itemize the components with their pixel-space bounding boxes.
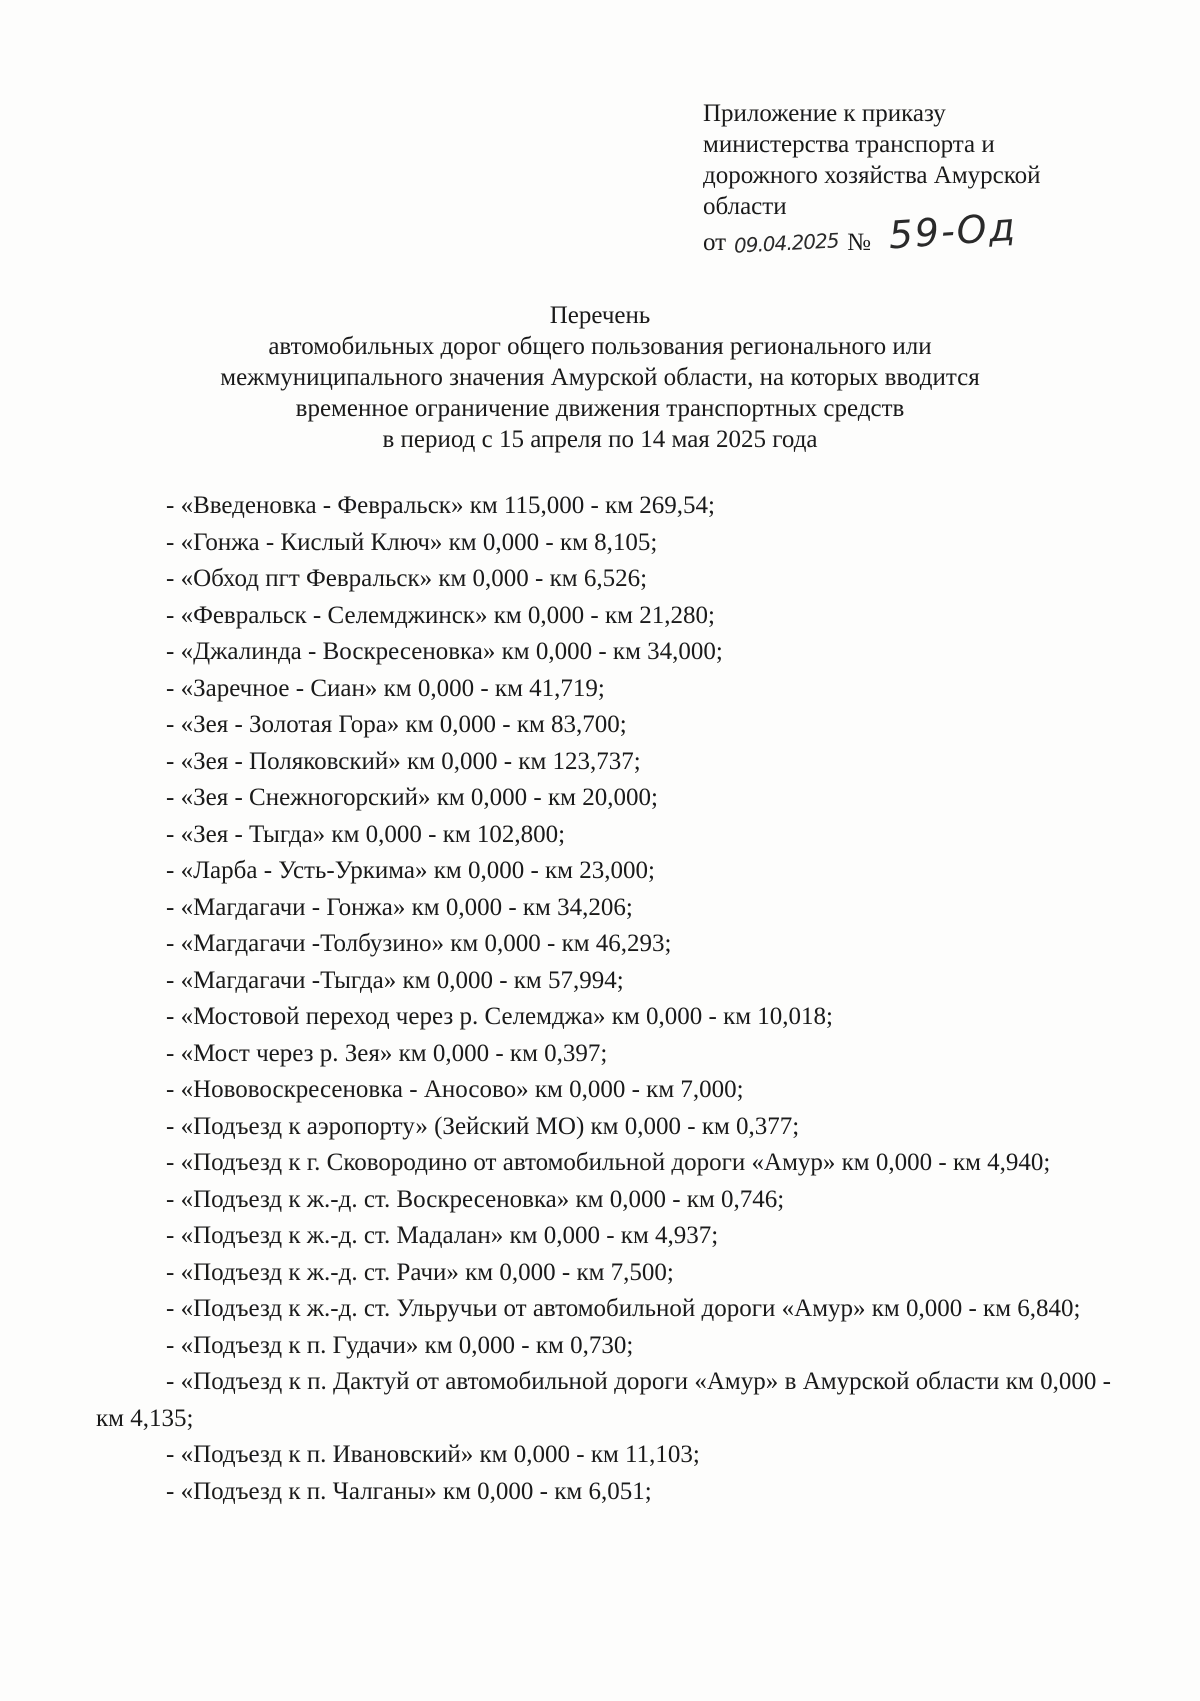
appendix-line: дорожного хозяйства Амурской (703, 162, 1041, 189)
road-list-item: - «Подъезд к ж.-д. ст. Мадалан» км 0,000 - км 4,937; (166, 1222, 719, 1249)
road-list-item: - «Зея - Снежногорский» км 0,000 - км 20,000; (166, 784, 658, 811)
date-prefix: от (703, 229, 727, 256)
document-title (100, 300, 1100, 455)
road-list-item: - «Мост через р. Зея» км 0,000 - км 0,397; (166, 1039, 608, 1067)
road-list-item: - «Подъезд к г. Сковородино от автомобильной дороги «Амур» км 0,000 - км 4,940; (166, 1149, 1051, 1176)
road-list-item: - «Джалинда - Воскресеновка» км 0,000 - км 34,000; (166, 638, 723, 665)
road-list-item: - «Магдагачи - Гонжа» км 0,000 - км 34,206; (166, 893, 633, 921)
road-list-item: - «Ларба - Усть-Уркима» км 0,000 - км 23,000; (166, 857, 655, 884)
road-list-item: - «Подъезд к п. Ивановский» км 0,000 - км 11,103; (166, 1441, 700, 1468)
road-list-item: - «Февральск - Селемджинск» км 0,000 - км 21,280; (166, 601, 715, 629)
road-list-item: - «Подъезд к аэропорту» (Зейский МО) км 0,000 - км 0,377; (166, 1112, 800, 1140)
title-line: в период с 15 апреля по 14 мая 2025 года (382, 426, 818, 453)
road-list-item: - «Магдагачи -Тыгда» км 0,000 - км 57,994; (166, 966, 624, 994)
road-list-item: - «Подъезд к ж.-д. ст. Ульручьи от автомобильной дороги «Амур» км 0,000 - км 6,840; (166, 1295, 1081, 1322)
road-list-item: - «Мостовой переход через р. Селемджа» км 0,000 - км 10,018; (166, 1003, 834, 1030)
title-heading: Перечень (549, 302, 651, 329)
road-list-item: - «Заречное - Сиан» км 0,000 - км 41,719; (166, 674, 605, 702)
handwritten-date: 09.04.2025 (733, 228, 840, 258)
road-list-item: - «Нововоскресеновка - Аносово» км 0,000 - км 7,000; (166, 1076, 744, 1103)
road-list-item: - «Подъезд к п. Чалганы» км 0,000 - км 6,051; (166, 1477, 652, 1505)
number-sign: № (847, 229, 871, 256)
appendix-block (703, 98, 1123, 259)
title-line: межмуниципального значения Амурской области, на которых вводится (220, 364, 980, 391)
road-list-item: - «Подъезд к п. Гудачи» км 0,000 - км 0,730; (166, 1331, 634, 1359)
appendix-line: министерства транспорта и (703, 131, 995, 158)
handwritten-order-number: 59-Од (887, 204, 1019, 258)
road-list-item: - «Введеновка - Февральск» км 115,000 - км 269,54; (166, 492, 715, 519)
title-line: автомобильных дорог общего пользования регионального или (268, 333, 932, 360)
road-list-item: - «Магдагачи -Толбузино» км 0,000 - км 46,293; (166, 930, 672, 957)
road-list-item: - «Зея - Поляковский» км 0,000 - км 123,737; (166, 747, 641, 775)
road-list-item: - «Подъезд к ж.-д. ст. Воскресеновка» км 0,000 - км 0,746; (166, 1185, 785, 1213)
title-line: временное ограничение движения транспортных средств (295, 395, 905, 422)
appendix-line: области (703, 193, 787, 220)
road-list (96, 488, 1111, 1510)
road-list-item: - «Зея - Золотая Гора» км 0,000 - км 83,700; (166, 711, 627, 738)
road-list-item: - «Зея - Тыгда» км 0,000 - км 102,800; (166, 820, 566, 848)
road-list-item: - «Обход пгт Февральск» км 0,000 - км 6,526; (166, 565, 648, 592)
road-list-item: - «Подъезд к п. Дактуй от автомобильной дороги «Амур» в Амурской области км 0,000 - км 4,135; (96, 1368, 1111, 1432)
appendix-line: Приложение к приказу (703, 100, 946, 127)
road-list-item: - «Гонжа - Кислый Ключ» км 0,000 - км 8,105; (166, 528, 658, 556)
road-list-item: - «Подъезд к ж.-д. ст. Рачи» км 0,000 - км 7,500; (166, 1258, 674, 1286)
